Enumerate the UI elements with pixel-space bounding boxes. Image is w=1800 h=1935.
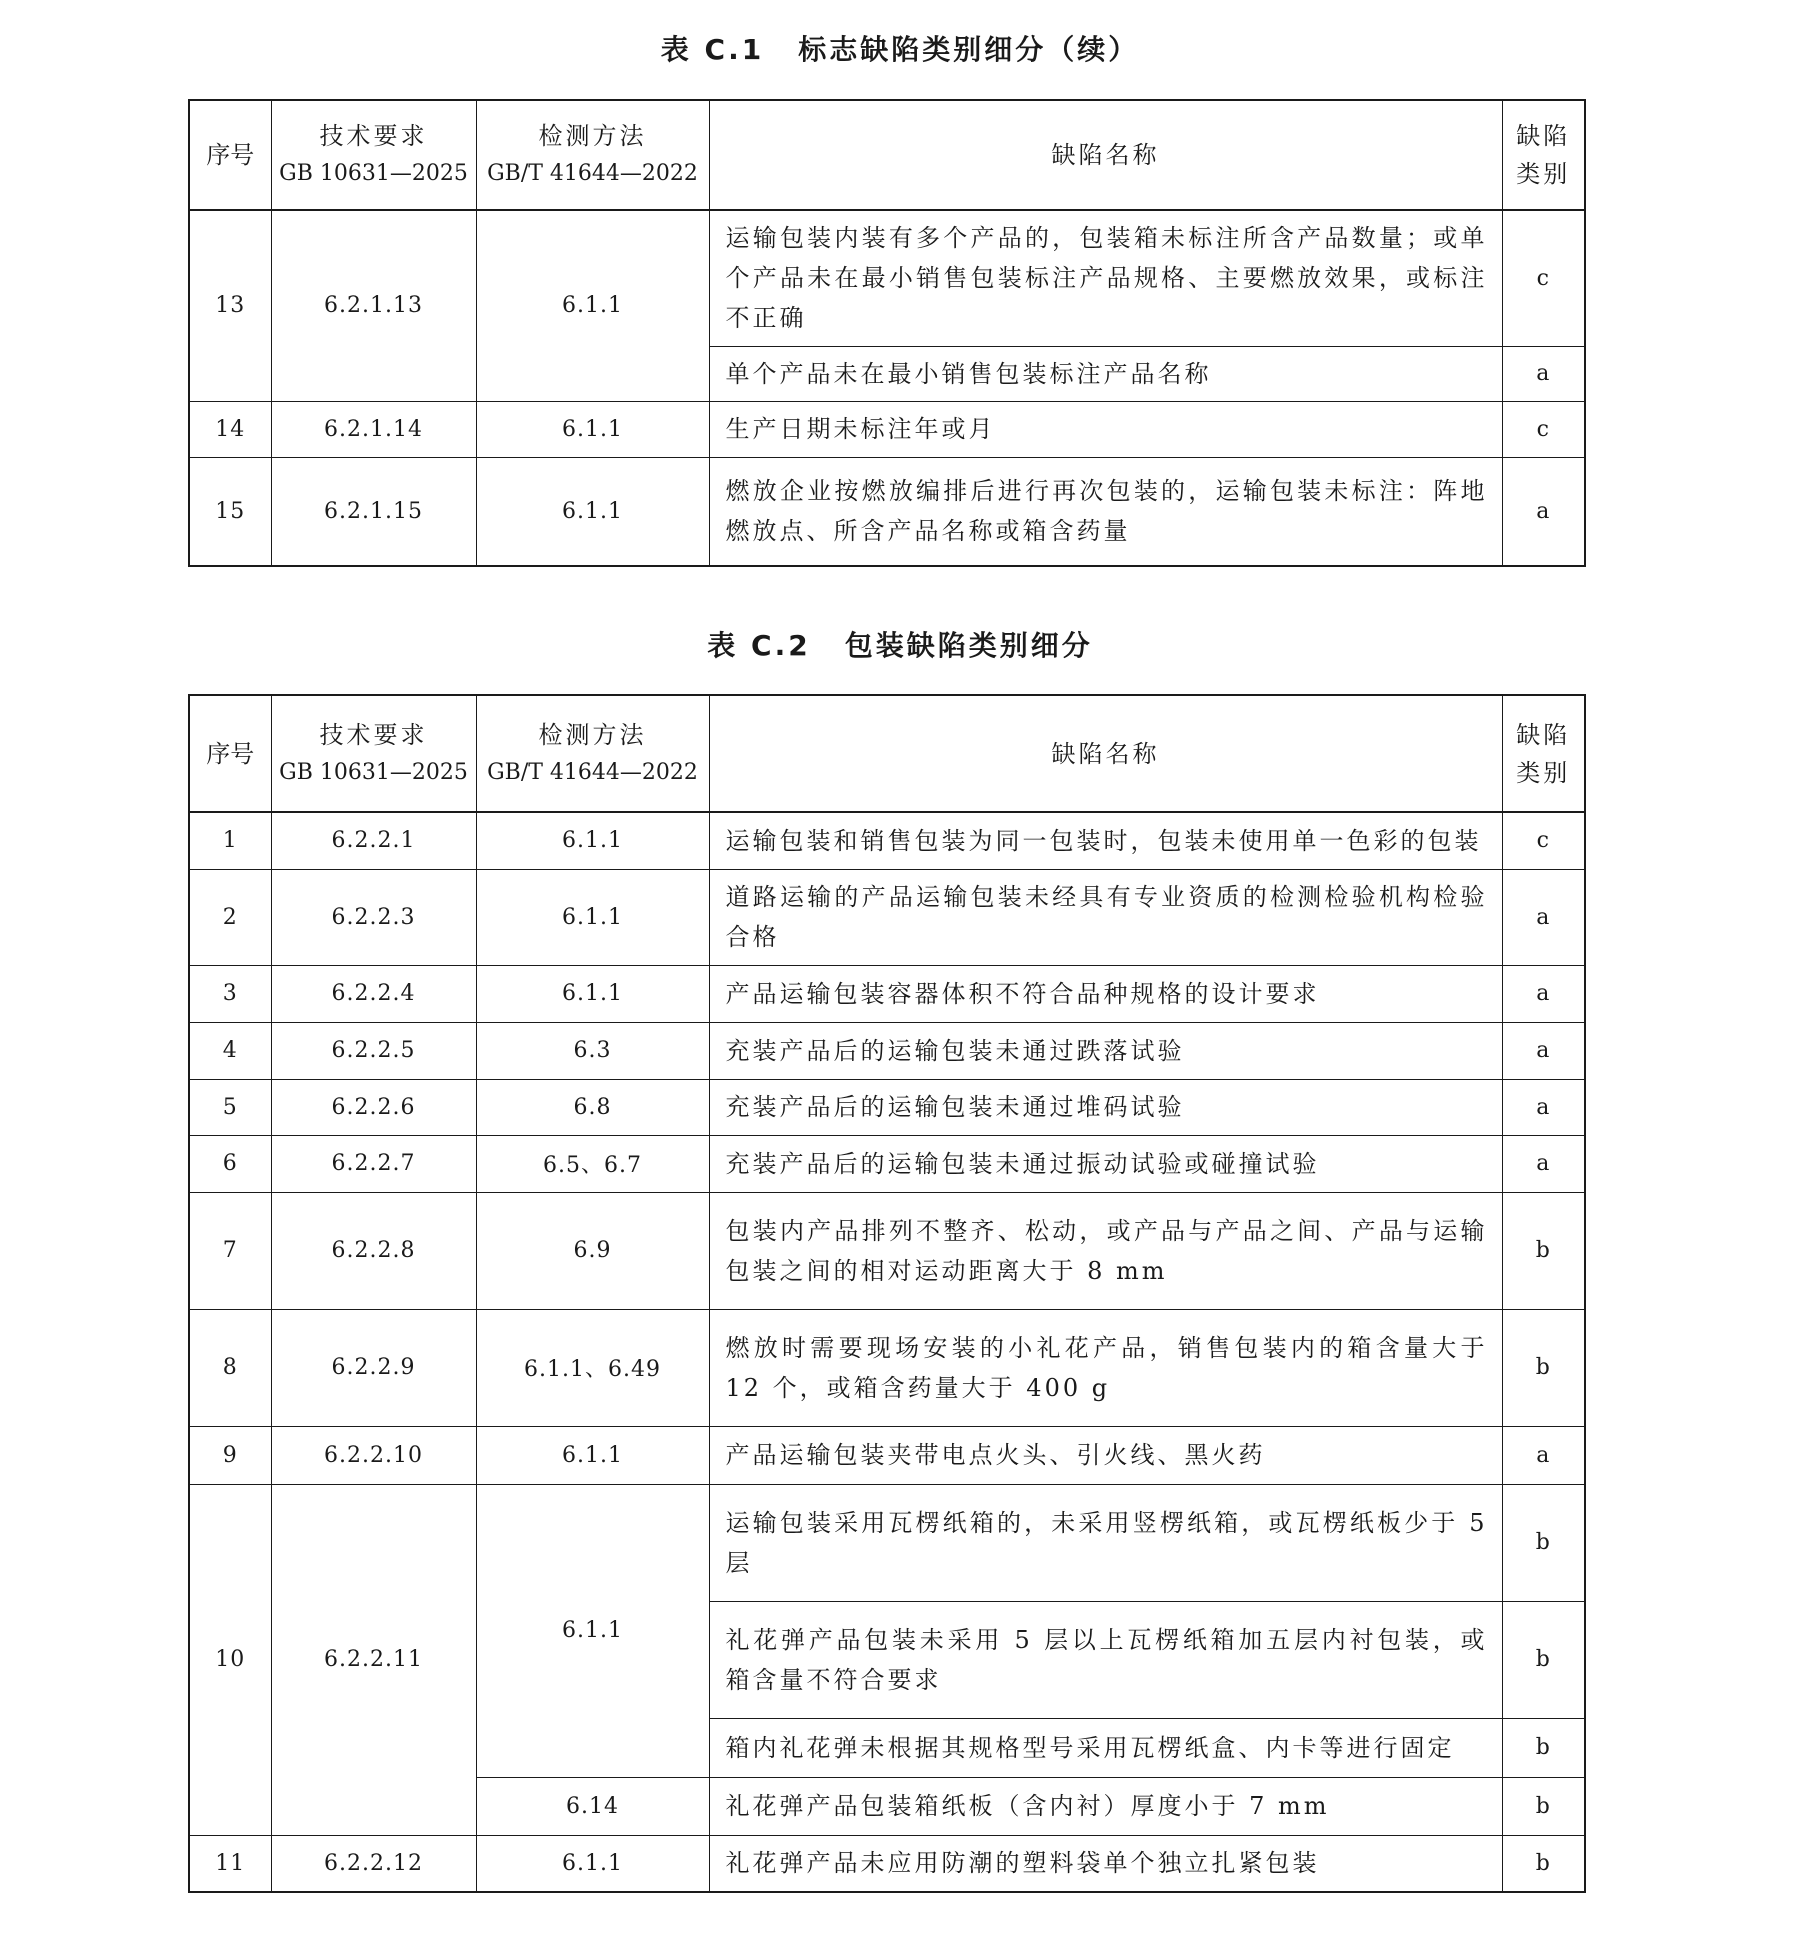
- cell-requirement: 6.2.2.1: [271, 812, 476, 869]
- cell-category: b: [1502, 1192, 1585, 1309]
- cell-method: 6.1.1: [476, 812, 709, 869]
- cell-category: a: [1502, 1079, 1585, 1135]
- cell-defect: 包装内产品排列不整齐、松动，或产品与产品之间、产品与运输包装之间的相对运动距离大于 8 mm: [709, 1192, 1502, 1309]
- header-requirement: [271, 100, 476, 210]
- cell-seq: 13: [189, 210, 271, 401]
- cell-requirement: 6.2.2.5: [271, 1022, 476, 1079]
- cell-category: a: [1502, 1426, 1585, 1484]
- table-c1-caption: [0, 28, 1800, 68]
- cell-seq: 3: [189, 965, 271, 1022]
- cell-requirement: 6.2.2.7: [271, 1135, 476, 1192]
- header-category-line2: 类别: [1516, 758, 1571, 787]
- cell-method: 6.1.1: [476, 210, 709, 401]
- cell-defect: 燃放企业按燃放编排后进行再次包装的，运输包装未标注：阵地燃放点、所含产品名称或箱含药量: [709, 457, 1502, 566]
- header-method: [476, 100, 709, 210]
- cell-defect: 礼花弹产品包装箱纸板（含内衬）厚度小于 7 mm: [709, 1777, 1502, 1835]
- cell-category: a: [1502, 965, 1585, 1022]
- cell-category: a: [1502, 1022, 1585, 1079]
- cell-category: b: [1502, 1718, 1585, 1777]
- cell-defect: 产品运输包装夹带电点火头、引火线、黑火药: [709, 1426, 1502, 1484]
- header-method-standard: GB/T 41644—2022: [487, 161, 698, 186]
- header-requirement-standard: GB 10631—2025: [279, 161, 468, 186]
- header-requirement-label: 技术要求: [319, 122, 428, 150]
- cell-category: b: [1502, 1601, 1585, 1718]
- table-row: [189, 1484, 1585, 1601]
- table-header-row: [189, 695, 1585, 812]
- cell-defect: 充装产品后的运输包装未通过堆码试验: [709, 1079, 1502, 1135]
- cell-category: b: [1502, 1309, 1585, 1426]
- cell-method: 6.1.1: [476, 1426, 709, 1484]
- header-category-line1: 缺陷: [1516, 122, 1571, 150]
- cell-method: 6.5、6.7: [476, 1135, 709, 1192]
- cell-category: b: [1502, 1484, 1585, 1601]
- header-method-label: 检测方法: [538, 720, 647, 749]
- header-method: [476, 695, 709, 812]
- cell-defect: 运输包装内装有多个产品的，包装箱未标注所含产品数量；或单个产品未在最小销售包装标注产品规格、主要燃放效果，或标注不正确: [709, 210, 1502, 346]
- cell-seq: 9: [189, 1426, 271, 1484]
- table-row: [189, 401, 1585, 457]
- cell-defect: 生产日期未标注年或月: [709, 401, 1502, 457]
- cell-method: 6.1.1: [476, 401, 709, 457]
- cell-requirement: 6.2.2.12: [271, 1835, 476, 1892]
- cell-defect: 礼花弹产品未应用防潮的塑料袋单个独立扎紧包装: [709, 1835, 1502, 1892]
- cell-method: 6.1.1、6.49: [476, 1309, 709, 1426]
- cell-category: c: [1502, 812, 1585, 869]
- table-row: [189, 1079, 1585, 1135]
- header-seq: 序号: [189, 100, 271, 210]
- cell-requirement: 6.2.2.3: [271, 869, 476, 965]
- cell-defect: 充装产品后的运输包装未通过振动试验或碰撞试验: [709, 1135, 1502, 1192]
- table-row: [189, 812, 1585, 869]
- cell-method: 6.8: [476, 1079, 709, 1135]
- cell-method: 6.9: [476, 1192, 709, 1309]
- cell-defect: 道路运输的产品运输包装未经具有专业资质的检测检验机构检验合格: [709, 869, 1502, 965]
- table-c1-title: 标志缺陷类别细分（续）: [798, 33, 1140, 66]
- cell-requirement: 6.2.2.9: [271, 1309, 476, 1426]
- header-category: [1502, 695, 1585, 812]
- table-row: [189, 1135, 1585, 1192]
- table-row: [189, 457, 1585, 566]
- cell-method: 6.1.1: [476, 1484, 709, 1777]
- table-row: [189, 1835, 1585, 1892]
- header-category-line1: 缺陷: [1516, 720, 1571, 749]
- cell-requirement: 6.2.2.8: [271, 1192, 476, 1309]
- header-method-label: 检测方法: [538, 122, 647, 150]
- header-defect: 缺陷名称: [709, 695, 1502, 812]
- header-seq: 序号: [189, 695, 271, 812]
- cell-seq: 4: [189, 1022, 271, 1079]
- cell-seq: 7: [189, 1192, 271, 1309]
- cell-seq: 14: [189, 401, 271, 457]
- table-row: [189, 1022, 1585, 1079]
- cell-method: 6.1.1: [476, 965, 709, 1022]
- table-c2-number: 表 C.2: [707, 629, 811, 662]
- cell-category: a: [1502, 1135, 1585, 1192]
- cell-method: 6.1.1: [476, 1835, 709, 1892]
- cell-seq: 10: [189, 1484, 271, 1835]
- header-requirement-label: 技术要求: [319, 720, 428, 749]
- table-c2-caption: [0, 624, 1800, 664]
- cell-requirement: 6.2.1.15: [271, 457, 476, 566]
- table-c1: [188, 99, 1586, 567]
- cell-category: b: [1502, 1777, 1585, 1835]
- table-c2: [188, 694, 1586, 1893]
- table-c2-title: 包装缺陷类别细分: [844, 629, 1093, 662]
- header-category: [1502, 100, 1585, 210]
- cell-method: 6.3: [476, 1022, 709, 1079]
- table-row: [189, 1309, 1585, 1426]
- header-requirement-standard: GB 10631—2025: [279, 759, 468, 785]
- table-row: [189, 210, 1585, 346]
- table-c1-number: 表 C.1: [660, 33, 765, 66]
- cell-category: a: [1502, 457, 1585, 566]
- cell-defect: 燃放时需要现场安装的小礼花产品，销售包装内的箱含量大于 12 个，或箱含药量大于 400 g: [709, 1309, 1502, 1426]
- header-category-line2: 类别: [1516, 160, 1571, 188]
- table-row: [189, 1426, 1585, 1484]
- cell-method: 6.1.1: [476, 457, 709, 566]
- cell-requirement: 6.2.1.13: [271, 210, 476, 401]
- table-row: [189, 1192, 1585, 1309]
- cell-seq: 11: [189, 1835, 271, 1892]
- cell-method: 6.14: [476, 1777, 709, 1835]
- cell-requirement: 6.2.2.4: [271, 965, 476, 1022]
- cell-seq: 8: [189, 1309, 271, 1426]
- header-requirement: [271, 695, 476, 812]
- cell-seq: 15: [189, 457, 271, 566]
- cell-requirement: 6.2.2.6: [271, 1079, 476, 1135]
- cell-requirement: 6.2.1.14: [271, 401, 476, 457]
- cell-category: b: [1502, 1835, 1585, 1892]
- cell-category: c: [1502, 401, 1585, 457]
- cell-seq: 1: [189, 812, 271, 869]
- cell-defect: 运输包装采用瓦楞纸箱的，未采用竖楞纸箱，或瓦楞纸板少于 5 层: [709, 1484, 1502, 1601]
- cell-defect: 单个产品未在最小销售包装标注产品名称: [709, 346, 1502, 401]
- header-method-standard: GB/T 41644—2022: [487, 759, 698, 785]
- cell-defect: 礼花弹产品包装未采用 5 层以上瓦楞纸箱加五层内衬包装，或箱含量不符合要求: [709, 1601, 1502, 1718]
- cell-defect: 箱内礼花弹未根据其规格型号采用瓦楞纸盒、内卡等进行固定: [709, 1718, 1502, 1777]
- table-row: [189, 869, 1585, 965]
- cell-seq: 6: [189, 1135, 271, 1192]
- header-defect: 缺陷名称: [709, 100, 1502, 210]
- cell-defect: 充装产品后的运输包装未通过跌落试验: [709, 1022, 1502, 1079]
- cell-requirement: 6.2.2.11: [271, 1484, 476, 1835]
- cell-method: 6.1.1: [476, 869, 709, 965]
- cell-category: a: [1502, 869, 1585, 965]
- cell-requirement: 6.2.2.10: [271, 1426, 476, 1484]
- cell-category: c: [1502, 210, 1585, 346]
- cell-category: a: [1502, 346, 1585, 401]
- cell-seq: 5: [189, 1079, 271, 1135]
- cell-seq: 2: [189, 869, 271, 965]
- cell-defect: 运输包装和销售包装为同一包装时，包装未使用单一色彩的包装: [709, 812, 1502, 869]
- table-row: [189, 965, 1585, 1022]
- cell-defect: 产品运输包装容器体积不符合品种规格的设计要求: [709, 965, 1502, 1022]
- table-header-row: [189, 100, 1585, 210]
